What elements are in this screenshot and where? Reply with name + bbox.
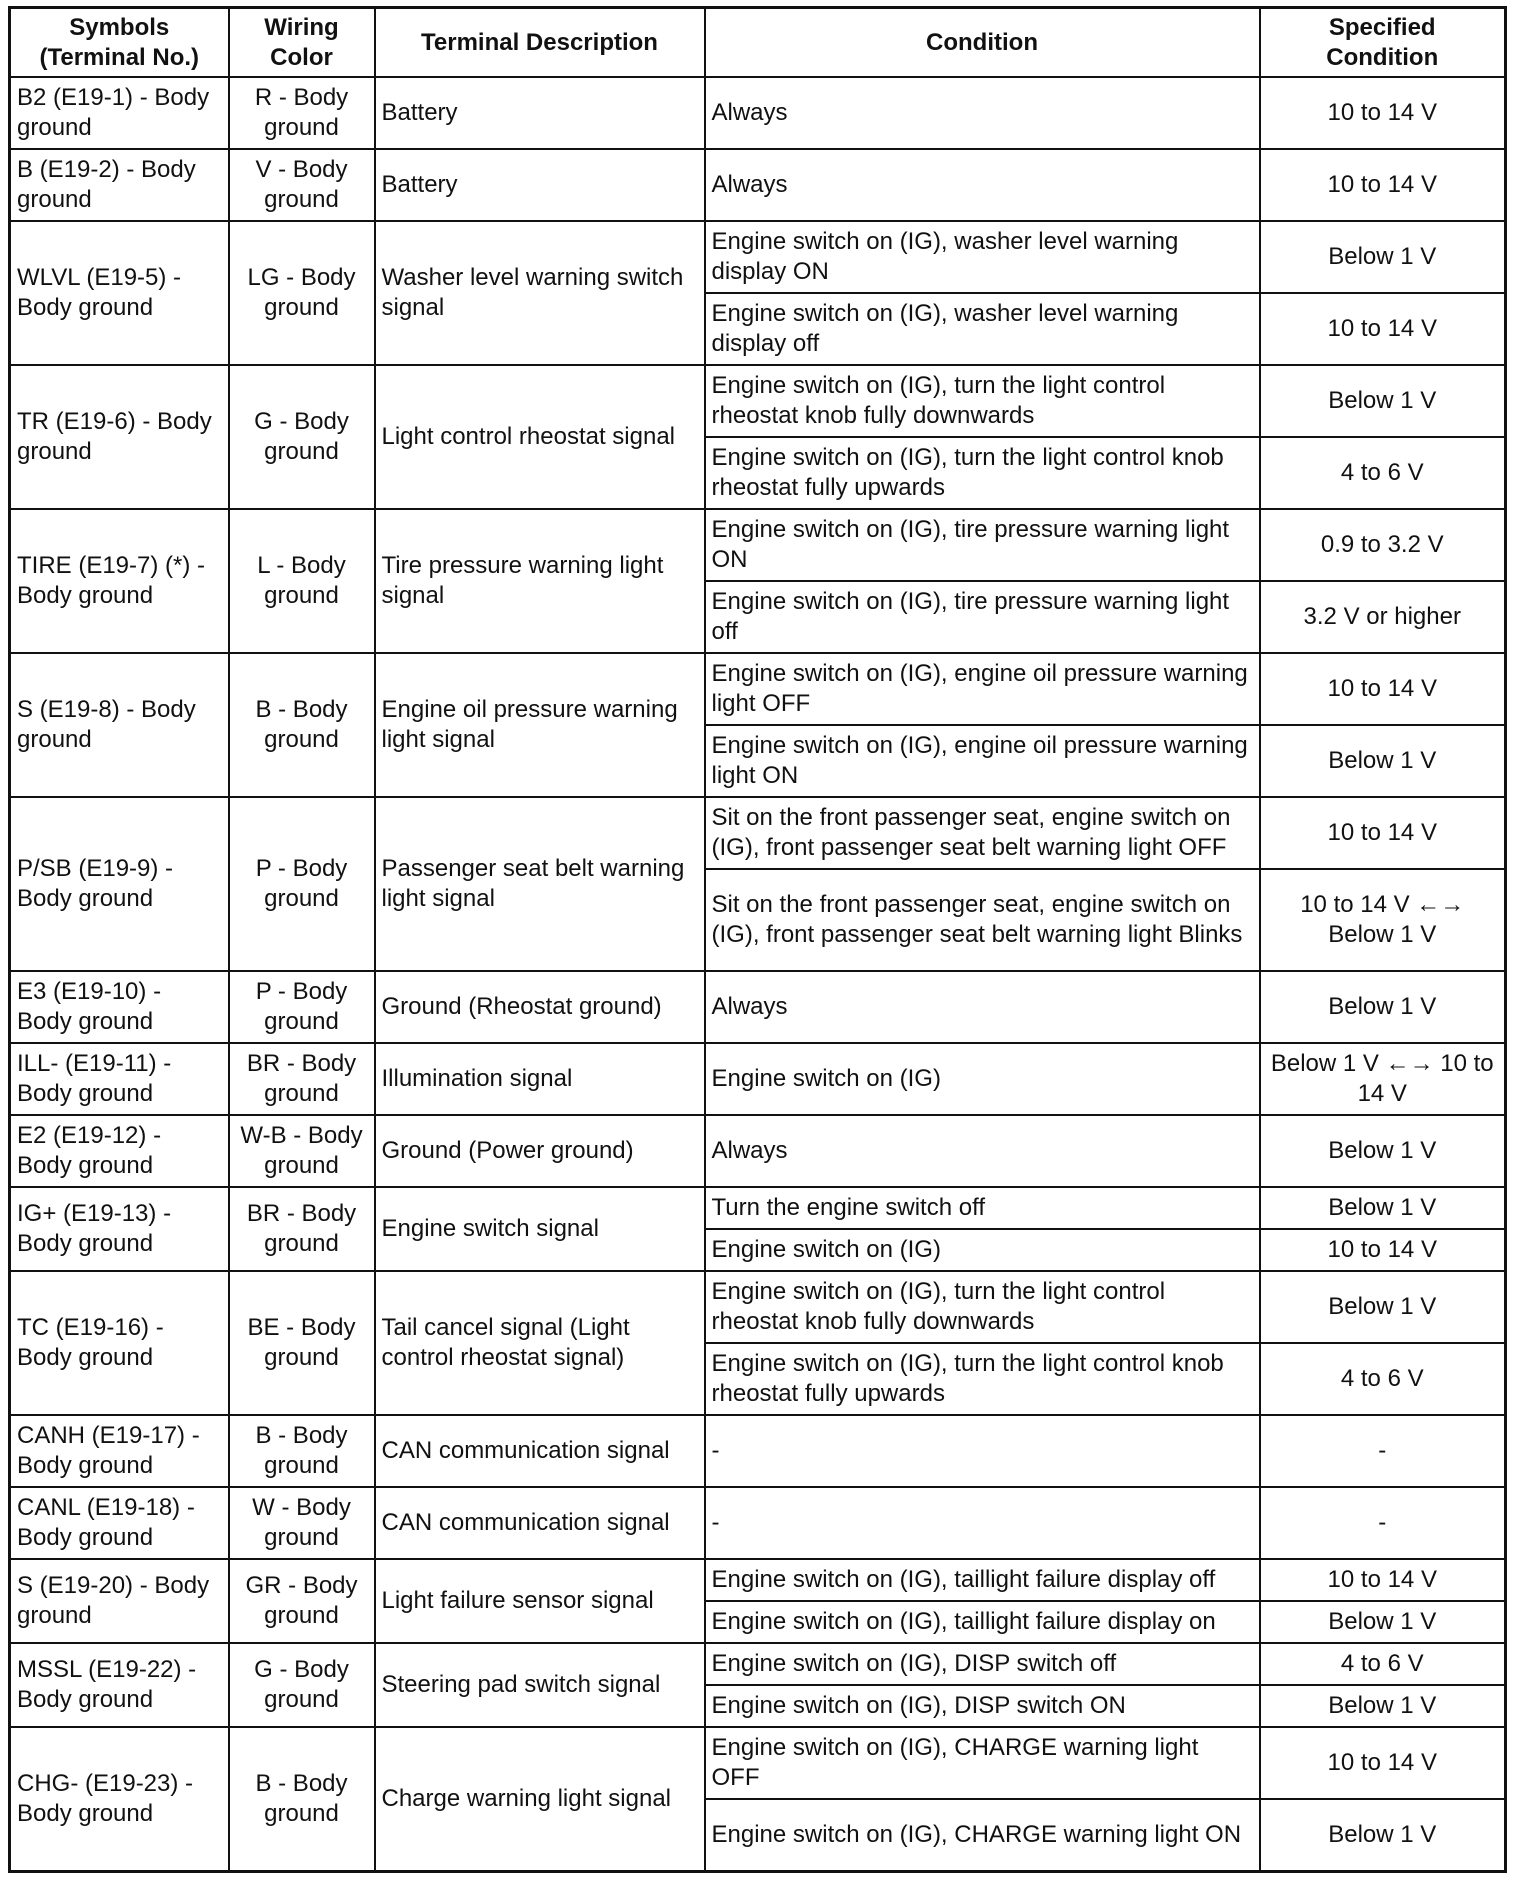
condition-cell: Engine switch on (IG), DISP switch off <box>705 1643 1260 1685</box>
table-row <box>10 1043 1506 1115</box>
terminal-description-cell: Engine oil pressure warning light signal <box>375 653 705 797</box>
header-symbols: Symbols (Terminal No.) <box>10 8 229 78</box>
terminal-description-cell: CAN communication signal <box>375 1487 705 1559</box>
wiring-color-cell: BR - Body ground <box>229 1043 375 1115</box>
terminal-description-cell: Passenger seat belt warning light signal <box>375 797 705 971</box>
table-row <box>10 1115 1506 1187</box>
condition-cell: Always <box>705 149 1260 221</box>
wiring-color-cell: L - Body ground <box>229 509 375 653</box>
terminal-description-cell: Illumination signal <box>375 1043 705 1115</box>
header-condition: Condition <box>705 8 1260 78</box>
condition-cell: Engine switch on (IG), tire pressure warning light off <box>705 581 1260 653</box>
terminal-description-cell: Tire pressure warning light signal <box>375 509 705 653</box>
wiring-color-cell: B - Body ground <box>229 1415 375 1487</box>
specified-condition-cell: 10 to 14 V <box>1260 1229 1506 1271</box>
specified-condition-cell: Below 1 V <box>1260 365 1506 437</box>
specified-condition-cell: 10 to 14 V <box>1260 797 1506 869</box>
specified-condition-cell: 0.9 to 3.2 V <box>1260 509 1506 581</box>
table-row <box>10 221 1506 293</box>
table-row <box>10 1643 1506 1685</box>
table-row <box>10 1271 1506 1343</box>
table-row <box>10 653 1506 725</box>
table-row <box>10 509 1506 581</box>
condition-cell: Engine switch on (IG), turn the light control rheostat knob fully downwards <box>705 365 1260 437</box>
symbol-cell: MSSL (E19-22) - Body ground <box>10 1643 229 1727</box>
specified-condition-cell: 4 to 6 V <box>1260 1343 1506 1415</box>
wiring-color-cell: LG - Body ground <box>229 221 375 365</box>
wiring-color-cell: W - Body ground <box>229 1487 375 1559</box>
terminal-description-cell: Engine switch signal <box>375 1187 705 1271</box>
condition-cell: Engine switch on (IG), engine oil pressure warning light ON <box>705 725 1260 797</box>
terminal-description-cell: Tail cancel signal (Light control rheostat signal) <box>375 1271 705 1415</box>
specified-condition-cell: Below 1 V <box>1260 1271 1506 1343</box>
header-wiring-color: Wiring Color <box>229 8 375 78</box>
wiring-color-cell: P - Body ground <box>229 797 375 971</box>
specified-condition-cell: 4 to 6 V <box>1260 1643 1506 1685</box>
table-row <box>10 1559 1506 1601</box>
symbol-cell: B (E19-2) - Body ground <box>10 149 229 221</box>
specified-condition-cell: 10 to 14 V <box>1260 1727 1506 1799</box>
condition-cell: Engine switch on (IG), washer level warning display ON <box>705 221 1260 293</box>
condition-cell: Engine switch on (IG), tire pressure warning light ON <box>705 509 1260 581</box>
specified-condition-cell: - <box>1260 1487 1506 1559</box>
specified-condition-cell: 4 to 6 V <box>1260 437 1506 509</box>
symbol-cell: E3 (E19-10) - Body ground <box>10 971 229 1043</box>
header-specified-condition: Specified Condition <box>1260 8 1506 78</box>
symbol-cell: TIRE (E19-7) (*) - Body ground <box>10 509 229 653</box>
condition-cell: Always <box>705 971 1260 1043</box>
table-row <box>10 1727 1506 1799</box>
symbol-cell: ILL- (E19-11) - Body ground <box>10 1043 229 1115</box>
condition-cell: Engine switch on (IG), washer level warning display off <box>705 293 1260 365</box>
condition-cell: Sit on the front passenger seat, engine switch on (IG), front passenger seat belt warning light Blinks <box>705 869 1260 971</box>
wiring-color-cell: GR - Body ground <box>229 1559 375 1643</box>
specified-condition-cell: 10 to 14 V <box>1260 653 1506 725</box>
condition-cell: Sit on the front passenger seat, engine switch on (IG), front passenger seat belt warning light OFF <box>705 797 1260 869</box>
condition-cell: Always <box>705 77 1260 149</box>
condition-cell: Engine switch on (IG), turn the light control knob rheostat fully upwards <box>705 437 1260 509</box>
terminal-description-cell: Light control rheostat signal <box>375 365 705 509</box>
symbol-cell: B2 (E19-1) - Body ground <box>10 77 229 149</box>
specified-condition-cell: 3.2 V or higher <box>1260 581 1506 653</box>
condition-cell: Engine switch on (IG), taillight failure display on <box>705 1601 1260 1643</box>
terminal-description-cell: Steering pad switch signal <box>375 1643 705 1727</box>
table-row <box>10 149 1506 221</box>
specified-condition-cell: Below 1 V ←→ 10 to 14 V <box>1260 1043 1506 1115</box>
terminal-table-container <box>8 6 1504 1873</box>
terminal-description-cell: Battery <box>375 77 705 149</box>
table-row <box>10 797 1506 869</box>
condition-cell: - <box>705 1487 1260 1559</box>
wiring-color-cell: BE - Body ground <box>229 1271 375 1415</box>
condition-cell: - <box>705 1415 1260 1487</box>
condition-cell: Always <box>705 1115 1260 1187</box>
symbol-cell: TC (E19-16) - Body ground <box>10 1271 229 1415</box>
wiring-color-cell: P - Body ground <box>229 971 375 1043</box>
symbol-cell: S (E19-20) - Body ground <box>10 1559 229 1643</box>
symbol-cell: S (E19-8) - Body ground <box>10 653 229 797</box>
specified-condition-cell: 10 to 14 V <box>1260 1559 1506 1601</box>
table-row <box>10 77 1506 149</box>
wiring-color-cell: W-B - Body ground <box>229 1115 375 1187</box>
wiring-color-cell: B - Body ground <box>229 1727 375 1871</box>
terminal-description-cell: Ground (Rheostat ground) <box>375 971 705 1043</box>
symbol-cell: IG+ (E19-13) - Body ground <box>10 1187 229 1271</box>
terminal-table <box>8 6 1507 1873</box>
wiring-color-cell: G - Body ground <box>229 365 375 509</box>
specified-condition-cell: Below 1 V <box>1260 1187 1506 1229</box>
header-row <box>10 8 1506 78</box>
symbol-cell: P/SB (E19-9) - Body ground <box>10 797 229 971</box>
condition-cell: Engine switch on (IG), turn the light control knob rheostat fully upwards <box>705 1343 1260 1415</box>
condition-cell: Engine switch on (IG), taillight failure display off <box>705 1559 1260 1601</box>
specified-condition-cell: 10 to 14 V <box>1260 293 1506 365</box>
condition-cell: Engine switch on (IG), CHARGE warning light OFF <box>705 1727 1260 1799</box>
terminal-description-cell: Washer level warning switch signal <box>375 221 705 365</box>
specified-condition-cell: 10 to 14 V <box>1260 149 1506 221</box>
specified-condition-cell: Below 1 V <box>1260 1601 1506 1643</box>
wiring-color-cell: BR - Body ground <box>229 1187 375 1271</box>
table-body <box>10 77 1506 1871</box>
symbol-cell: CHG- (E19-23) - Body ground <box>10 1727 229 1871</box>
header-terminal-description: Terminal Description <box>375 8 705 78</box>
condition-cell: Engine switch on (IG), CHARGE warning light ON <box>705 1799 1260 1871</box>
wiring-color-cell: V - Body ground <box>229 149 375 221</box>
condition-cell: Turn the engine switch off <box>705 1187 1260 1229</box>
table-row <box>10 971 1506 1043</box>
wiring-color-cell: B - Body ground <box>229 653 375 797</box>
specified-condition-cell: Below 1 V <box>1260 971 1506 1043</box>
symbol-cell: WLVL (E19-5) - Body ground <box>10 221 229 365</box>
table-row <box>10 1187 1506 1229</box>
specified-condition-cell: Below 1 V <box>1260 1115 1506 1187</box>
symbol-cell: CANL (E19-18) - Body ground <box>10 1487 229 1559</box>
specified-condition-cell: - <box>1260 1415 1506 1487</box>
condition-cell: Engine switch on (IG), engine oil pressure warning light OFF <box>705 653 1260 725</box>
specified-condition-cell: Below 1 V <box>1260 1799 1506 1871</box>
specified-condition-cell: 10 to 14 V ←→ Below 1 V <box>1260 869 1506 971</box>
table-row <box>10 1487 1506 1559</box>
condition-cell: Engine switch on (IG) <box>705 1043 1260 1115</box>
wiring-color-cell: R - Body ground <box>229 77 375 149</box>
terminal-description-cell: Battery <box>375 149 705 221</box>
condition-cell: Engine switch on (IG), DISP switch ON <box>705 1685 1260 1727</box>
terminal-description-cell: CAN communication signal <box>375 1415 705 1487</box>
table-row <box>10 365 1506 437</box>
symbol-cell: E2 (E19-12) - Body ground <box>10 1115 229 1187</box>
terminal-description-cell: Charge warning light signal <box>375 1727 705 1871</box>
condition-cell: Engine switch on (IG), turn the light control rheostat knob fully downwards <box>705 1271 1260 1343</box>
symbol-cell: CANH (E19-17) - Body ground <box>10 1415 229 1487</box>
symbol-cell: TR (E19-6) - Body ground <box>10 365 229 509</box>
terminal-description-cell: Ground (Power ground) <box>375 1115 705 1187</box>
condition-cell: Engine switch on (IG) <box>705 1229 1260 1271</box>
specified-condition-cell: 10 to 14 V <box>1260 77 1506 149</box>
table-row <box>10 1415 1506 1487</box>
specified-condition-cell: Below 1 V <box>1260 725 1506 797</box>
wiring-color-cell: G - Body ground <box>229 1643 375 1727</box>
specified-condition-cell: Below 1 V <box>1260 221 1506 293</box>
specified-condition-cell: Below 1 V <box>1260 1685 1506 1727</box>
terminal-description-cell: Light failure sensor signal <box>375 1559 705 1643</box>
